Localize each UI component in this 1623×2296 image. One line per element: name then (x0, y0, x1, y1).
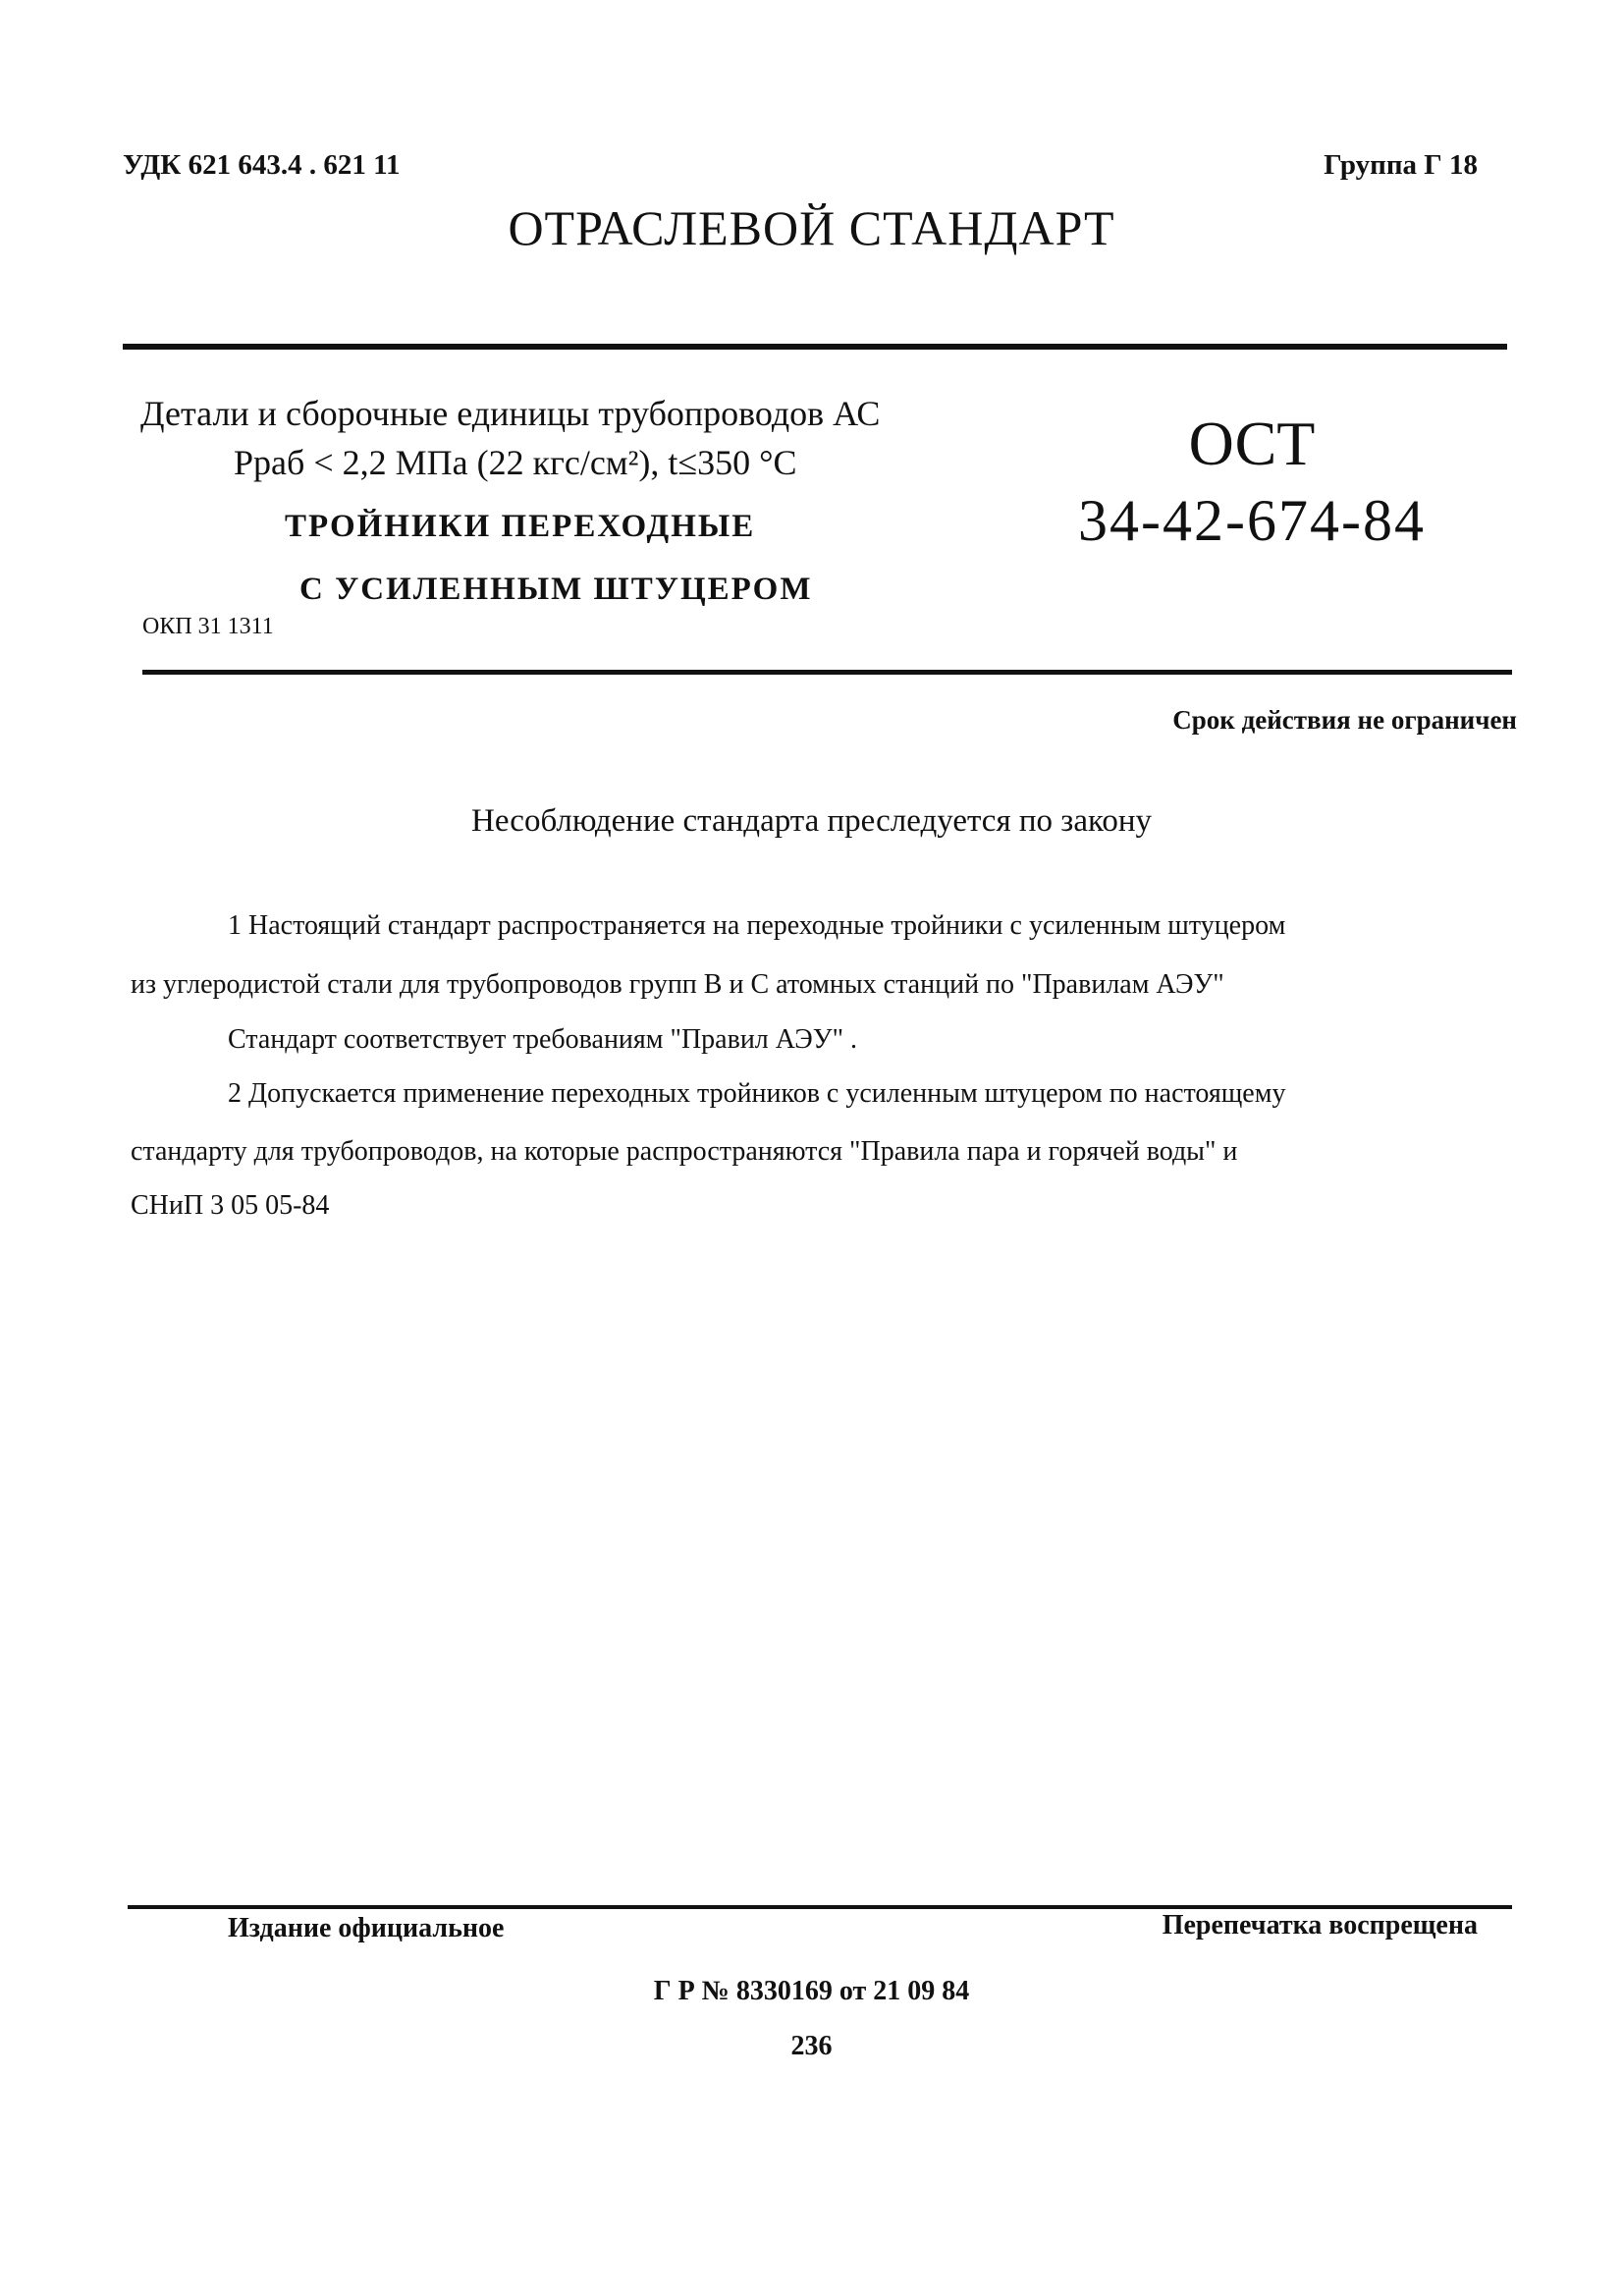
paragraph-1-line-2: из углеродистой стали для трубопроводов групп В и С атомных станций по "Правилам АЭУ" (131, 969, 1224, 1000)
footer-divider (128, 1905, 1512, 1909)
edition-note: Издание официальное (228, 1913, 505, 1943)
subject-line: Детали и сборочные единицы трубопроводов АС (140, 394, 881, 433)
legal-notice: Несоблюдение стандарта преследуется по закону (471, 803, 1152, 839)
paragraph-2-line-2: стандарту для трубопроводов, на которые распространяются "Правила пара и горячей воды" и (131, 1136, 1238, 1167)
paragraph-2-line-1: 2 Допускается применение переходных тройников с усиленным штуцером по настоящему (228, 1078, 1286, 1109)
paragraph-1-line-3: Стандарт соответствует требованиям "Правил АЭУ" . (228, 1024, 858, 1055)
paragraph-1-line-1: 1 Настоящий стандарт распространяется на переходные тройники с усиленным штуцером (228, 910, 1286, 941)
classification-group: Группа Г 18 (1324, 149, 1478, 181)
registration-number: Г Р № 8330169 от 21 09 84 (653, 1976, 970, 2006)
ost-number: 34-42-674-84 (1078, 488, 1426, 553)
page-number: 236 (790, 2031, 833, 2061)
ost-label: ОСТ (1188, 409, 1316, 478)
header-divider (123, 344, 1507, 350)
standard-title-line-1: ТРОЙНИКИ ПЕРЕХОДНЫЕ (285, 509, 756, 544)
okp-code: ОКП 31 1311 (142, 614, 274, 639)
standard-title-line-2: С УСИЛЕННЫМ ШТУЦЕРОМ (299, 572, 813, 607)
validity-note: Срок действия не ограничен (1172, 705, 1517, 735)
title-divider (142, 670, 1512, 675)
reprint-note: Перепечатка воспрещена (1162, 1910, 1478, 1941)
udk-code: УДК 621 643.4 . 621 11 (123, 149, 401, 181)
pressure-temperature-line: Рраб < 2,2 МПа (22 кгс/см²), t≤350 °С (234, 443, 797, 482)
document-type-heading: ОТРАСЛЕВОЙ СТАНДАРТ (508, 200, 1115, 255)
paragraph-2-line-3: СНиП 3 05 05-84 (131, 1190, 330, 1221)
